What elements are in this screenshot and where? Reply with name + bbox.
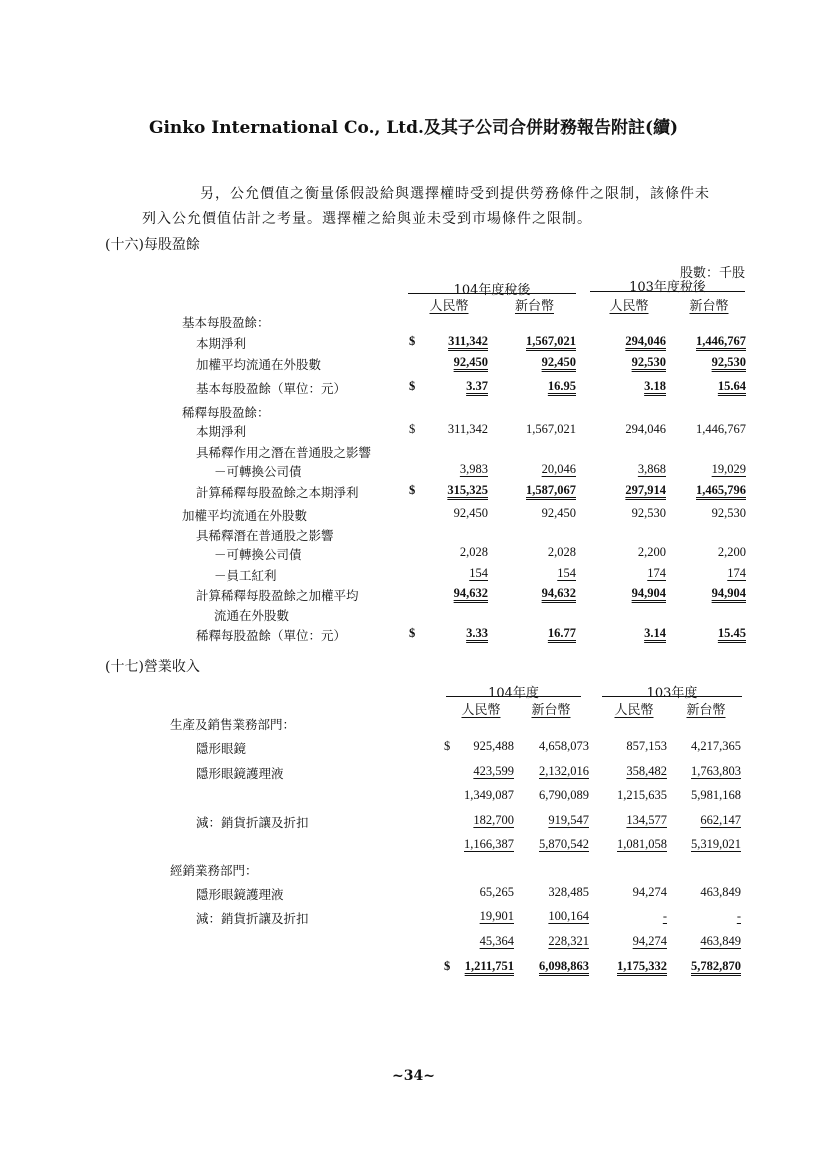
rev-cell: 4,217,365 [691, 739, 741, 753]
eps-row-label: －可轉換公司債 [214, 464, 302, 479]
eps-cell: 1,465,796 [696, 483, 746, 497]
eps-currency-sign: $ [409, 483, 416, 497]
eps-row-label: 稀釋每股盈餘（單位：元） [196, 628, 347, 643]
rev-cell: 925,488 [473, 739, 514, 753]
eps-cell: 297,914 [625, 483, 666, 497]
eps-cell: 92,530 [631, 506, 666, 520]
rev-col-header: 人民幣 [461, 703, 501, 718]
eps-col-header: 人民幣 [609, 299, 649, 314]
rev-col-header: 人民幣 [614, 703, 654, 718]
revenue-section-heading: (十七)營業收入 [105, 659, 200, 675]
rev-cell: 857,153 [626, 739, 667, 753]
eps-row-label: 計算稀釋每股盈餘之本期淨利 [196, 485, 359, 500]
eps-row-label: 基本每股盈餘（單位：元） [196, 381, 347, 396]
eps-cell: 3.14 [644, 626, 666, 640]
eps-row-label: 基本每股盈餘： [182, 315, 270, 330]
rev-cell: 1,166,387 [464, 837, 514, 851]
eps-col-header: 人民幣 [429, 299, 469, 314]
eps-cell: 92,450 [541, 355, 576, 369]
rev-cell: 5,981,168 [691, 788, 741, 802]
rev-cell: 662,147 [700, 813, 741, 827]
eps-cell: 94,632 [541, 586, 576, 600]
rev-cell: 94,274 [632, 885, 667, 899]
eps-row-label: 加權平均流通在外股數 [196, 357, 322, 372]
eps-cell: 2,028 [547, 545, 576, 559]
rev-cell: 358,482 [626, 764, 667, 778]
rev-cell: 1,763,803 [691, 764, 741, 778]
rev-cell: 423,599 [473, 764, 514, 778]
rev-cell: 463,849 [700, 934, 741, 948]
rev-cell: 5,319,021 [691, 837, 741, 851]
eps-cell: 1,587,067 [526, 483, 576, 497]
eps-cell: 16.77 [547, 626, 576, 640]
eps-section-heading: (十六)每股盈餘 [105, 237, 200, 253]
rev-cell: 94,274 [632, 934, 667, 948]
eps-row-label: 本期淨利 [196, 424, 247, 439]
eps-year-103-rule [590, 291, 745, 292]
rev-cell: 919,547 [548, 813, 589, 827]
eps-unit-note: 股數：千股 [679, 266, 745, 281]
eps-cell: 92,450 [453, 355, 488, 369]
rev-cell: - [662, 909, 667, 923]
eps-cell: 3.33 [466, 626, 488, 640]
rev-cell: 1,175,332 [617, 959, 667, 973]
rev-cell: 45,364 [479, 934, 514, 948]
rev-cell: 6,098,863 [539, 959, 589, 973]
rev-cell: 463,849 [700, 885, 741, 899]
eps-year-103: 103年度稅後 [629, 280, 706, 295]
page-title: Ginko International Co., Ltd.及其子公司合併財務報告附註(續) [148, 118, 679, 138]
eps-cell: 16.95 [547, 379, 576, 393]
rev-row-label: 生產及銷售業務部門： [170, 717, 296, 732]
eps-cell: 92,530 [631, 355, 666, 369]
rev-cell: 2,132,016 [539, 764, 589, 778]
rev-col-header: 新台幣 [531, 703, 571, 718]
eps-cell: 154 [469, 566, 488, 580]
eps-cell: 94,632 [453, 586, 488, 600]
eps-cell: 20,046 [541, 462, 576, 476]
eps-cell: 2,200 [717, 545, 746, 559]
rev-cell: 5,782,870 [691, 959, 741, 973]
rev-cell: 100,164 [548, 909, 589, 923]
rev-year-104-rule [446, 696, 581, 697]
rev-row-label: 減：銷貨折讓及折扣 [196, 911, 309, 926]
rev-row-label: 經銷業務部門： [170, 863, 258, 878]
eps-cell: 294,046 [625, 422, 666, 436]
eps-currency-sign: $ [409, 626, 416, 640]
eps-cell: 15.64 [717, 379, 746, 393]
eps-cell: 1,446,767 [696, 422, 746, 436]
eps-row-label: 具稀釋潛在普通股之影響 [196, 528, 334, 543]
eps-row-label: 本期淨利 [196, 336, 247, 351]
rev-cell: 4,658,073 [539, 739, 589, 753]
eps-row-label: －員工紅利 [214, 568, 277, 583]
rev-cell: 6,790,089 [539, 788, 589, 802]
eps-cell: 92,450 [453, 506, 488, 520]
rev-currency-sign: $ [444, 959, 451, 973]
rev-cell: 328,485 [548, 885, 589, 899]
eps-row-label: 稀釋每股盈餘： [182, 405, 270, 420]
rev-cell: 1,215,635 [617, 788, 667, 802]
eps-cell: 15.45 [717, 626, 746, 640]
rev-cell: 65,265 [479, 885, 514, 899]
rev-cell: 19,901 [479, 909, 514, 923]
rev-year-104: 104年度 [488, 686, 539, 701]
rev-year-103-rule [602, 696, 742, 697]
rev-row-label: 隱形眼鏡護理液 [196, 766, 284, 781]
rev-cell: - [736, 909, 741, 923]
eps-currency-sign: $ [409, 334, 416, 348]
eps-cell: 3,868 [637, 462, 666, 476]
eps-col-header: 新台幣 [514, 299, 554, 314]
intro-line-1: 另，公允價值之衡量係假設給與選擇權時受到提供勞務條件之限制，該條件未 [200, 186, 710, 202]
rev-cell: 182,700 [473, 813, 514, 827]
eps-cell: 92,450 [541, 506, 576, 520]
eps-col-header: 新台幣 [689, 299, 729, 314]
eps-cell: 19,029 [711, 462, 746, 476]
eps-cell: 92,530 [711, 506, 746, 520]
eps-year-104-rule [408, 293, 576, 294]
eps-row-label: 加權平均流通在外股數 [182, 508, 308, 523]
eps-row-label: 計算稀釋每股盈餘之加權平均 [196, 588, 359, 603]
rev-cell: 5,870,542 [539, 837, 589, 851]
eps-cell: 311,342 [447, 422, 488, 436]
eps-cell: 315,325 [447, 483, 488, 497]
eps-cell: 174 [647, 566, 666, 580]
rev-row-label: 隱形眼鏡護理液 [196, 887, 284, 902]
eps-currency-sign: $ [409, 422, 416, 436]
rev-cell: 1,081,058 [617, 837, 667, 851]
eps-cell: 174 [727, 566, 746, 580]
eps-currency-sign: $ [409, 379, 416, 393]
eps-row-label: 具稀釋作用之潛在普通股之影響 [196, 445, 372, 460]
rev-row-label: 減：銷貨折讓及折扣 [196, 815, 309, 830]
eps-cell: 311,342 [448, 334, 488, 348]
eps-row-label: 流通在外股數 [214, 608, 290, 623]
eps-cell: 2,200 [637, 545, 666, 559]
eps-cell: 3,983 [459, 462, 488, 476]
page-number: ~34~ [392, 1068, 435, 1084]
eps-cell: 294,046 [625, 334, 666, 348]
eps-cell: 94,904 [631, 586, 666, 600]
rev-col-header: 新台幣 [686, 703, 726, 718]
rev-year-103: 103年度 [646, 686, 698, 701]
rev-currency-sign: $ [444, 739, 451, 753]
eps-cell: 154 [557, 566, 576, 580]
eps-year-104: 104年度稅後 [453, 283, 531, 298]
rev-cell: 228,321 [548, 934, 589, 948]
eps-cell: 1,567,021 [526, 422, 576, 436]
intro-line-2: 列入公允價值估計之考量。選擇權之給與並未受到市場條件之限制。 [142, 211, 592, 227]
eps-cell: 92,530 [711, 355, 746, 369]
eps-cell: 1,567,021 [526, 334, 576, 348]
rev-cell: 1,211,751 [464, 959, 514, 973]
eps-cell: 94,904 [711, 586, 746, 600]
rev-cell: 134,577 [626, 813, 667, 827]
eps-cell: 3.18 [644, 379, 666, 393]
rev-row-label: 隱形眼鏡 [196, 741, 247, 756]
eps-cell: 3.37 [466, 379, 488, 393]
rev-cell: 1,349,087 [464, 788, 514, 802]
eps-cell: 1,446,767 [696, 334, 746, 348]
eps-row-label: －可轉換公司債 [214, 547, 302, 562]
eps-cell: 2,028 [459, 545, 488, 559]
